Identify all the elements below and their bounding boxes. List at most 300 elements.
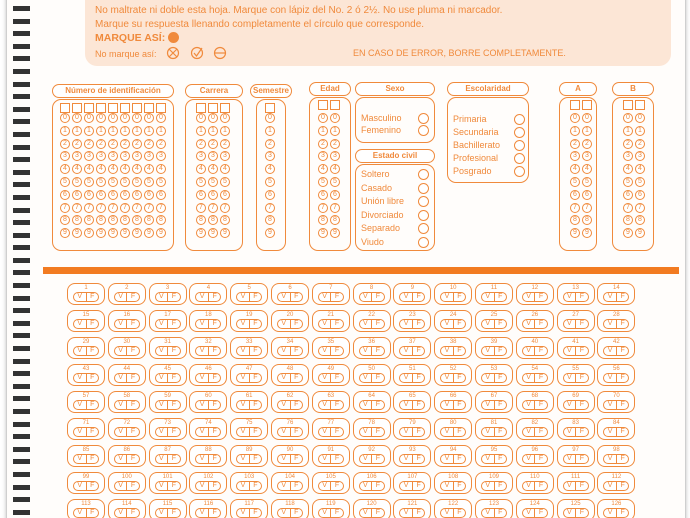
schooling-option-bubble[interactable] [514, 153, 525, 164]
id-digit-bubble[interactable]: 7 [72, 203, 82, 213]
false-bubble[interactable]: F [126, 428, 139, 436]
true-bubble[interactable]: V [322, 455, 327, 462]
true-bubble[interactable]: V [363, 455, 368, 462]
a-digit-bubble[interactable]: 3 [582, 151, 592, 161]
true-bubble[interactable]: V [281, 401, 287, 408]
b-digit-bubble[interactable]: 5 [635, 177, 645, 187]
false-bubble[interactable]: F [616, 428, 629, 436]
true-bubble[interactable]: V [118, 401, 123, 408]
true-bubble[interactable]: V [118, 509, 123, 516]
id-digit-bubble[interactable]: 7 [156, 203, 166, 213]
false-bubble[interactable]: F [616, 293, 629, 301]
b-digit-bubble[interactable]: 1 [623, 126, 633, 136]
true-bubble[interactable]: V [240, 347, 246, 354]
a-digit-bubble[interactable]: 5 [582, 177, 592, 187]
false-bubble[interactable]: F [453, 482, 466, 490]
false-bubble[interactable]: F [290, 509, 303, 517]
a-digit-bubble[interactable]: 8 [570, 215, 580, 225]
id-digit-bubble[interactable]: 6 [108, 190, 118, 200]
b-digit-bubble[interactable]: 0 [623, 113, 633, 123]
false-bubble[interactable]: F [167, 401, 180, 409]
false-bubble[interactable]: F [575, 482, 588, 490]
id-digit-bubble[interactable]: 5 [156, 177, 166, 187]
false-bubble[interactable]: F [494, 455, 507, 463]
id-digit-bubble[interactable]: 8 [96, 215, 106, 225]
true-bubble[interactable]: V [240, 428, 246, 435]
id-digit-bubble[interactable]: 9 [108, 228, 118, 238]
false-bubble[interactable]: F [371, 455, 384, 463]
true-bubble[interactable]: V [607, 509, 613, 516]
false-bubble[interactable]: F [453, 320, 466, 328]
career-digit-bubble[interactable]: 2 [220, 139, 230, 149]
false-bubble[interactable]: F [290, 401, 303, 409]
true-bubble[interactable]: V [240, 482, 246, 489]
true-bubble[interactable]: V [403, 347, 409, 354]
true-bubble[interactable]: V [77, 374, 83, 381]
id-digit-bubble[interactable]: 2 [156, 139, 166, 149]
a-digit-bubble[interactable]: 9 [570, 228, 580, 238]
true-bubble[interactable]: V [567, 347, 572, 354]
false-bubble[interactable]: F [453, 347, 466, 355]
true-bubble[interactable]: V [77, 509, 83, 516]
false-bubble[interactable]: F [208, 320, 221, 328]
false-bubble[interactable]: F [371, 293, 384, 301]
true-bubble[interactable]: V [159, 509, 164, 516]
false-bubble[interactable]: F [126, 293, 139, 301]
true-bubble[interactable]: V [322, 347, 327, 354]
career-digit-bubble[interactable]: 1 [220, 126, 230, 136]
write-in-box[interactable] [265, 103, 275, 113]
id-digit-bubble[interactable]: 9 [156, 228, 166, 238]
id-digit-bubble[interactable]: 2 [120, 139, 130, 149]
semester-digit-bubble[interactable]: 1 [265, 126, 275, 136]
career-digit-bubble[interactable]: 4 [208, 164, 218, 174]
false-bubble[interactable]: F [616, 401, 629, 409]
false-bubble[interactable]: F [330, 455, 343, 463]
true-bubble[interactable]: V [322, 320, 327, 327]
false-bubble[interactable]: F [330, 293, 343, 301]
false-bubble[interactable]: F [575, 455, 588, 463]
false-bubble[interactable]: F [167, 347, 180, 355]
semester-digit-bubble[interactable]: 0 [265, 113, 275, 123]
false-bubble[interactable]: F [249, 374, 262, 382]
true-bubble[interactable]: V [118, 293, 123, 300]
false-bubble[interactable]: F [167, 320, 180, 328]
write-in-box[interactable] [570, 100, 580, 110]
false-bubble[interactable]: F [494, 509, 507, 517]
false-bubble[interactable]: F [412, 455, 425, 463]
b-digit-bubble[interactable]: 1 [635, 126, 645, 136]
write-in-box[interactable] [196, 103, 206, 113]
id-digit-bubble[interactable]: 8 [72, 215, 82, 225]
b-digit-bubble[interactable]: 9 [635, 228, 645, 238]
career-digit-bubble[interactable]: 0 [208, 113, 218, 123]
id-digit-bubble[interactable]: 6 [72, 190, 82, 200]
semester-digit-bubble[interactable]: 2 [265, 139, 275, 149]
false-bubble[interactable]: F [534, 347, 547, 355]
true-bubble[interactable]: V [159, 320, 164, 327]
career-digit-bubble[interactable]: 7 [220, 203, 230, 213]
true-bubble[interactable]: V [485, 320, 491, 327]
false-bubble[interactable]: F [412, 428, 425, 436]
true-bubble[interactable]: V [118, 455, 123, 462]
id-digit-bubble[interactable]: 2 [72, 139, 82, 149]
id-digit-bubble[interactable]: 0 [96, 113, 106, 123]
false-bubble[interactable]: F [126, 347, 139, 355]
id-digit-bubble[interactable]: 4 [84, 164, 94, 174]
a-digit-bubble[interactable]: 0 [570, 113, 580, 123]
false-bubble[interactable]: F [290, 482, 303, 490]
false-bubble[interactable]: F [86, 482, 99, 490]
true-bubble[interactable]: V [281, 347, 287, 354]
id-digit-bubble[interactable]: 3 [120, 151, 130, 161]
true-bubble[interactable]: V [281, 293, 287, 300]
true-bubble[interactable]: V [526, 455, 531, 462]
semester-digit-bubble[interactable]: 7 [265, 203, 275, 213]
write-in-box[interactable] [330, 100, 340, 110]
b-digit-bubble[interactable]: 2 [635, 139, 645, 149]
career-digit-bubble[interactable]: 6 [196, 190, 206, 200]
true-bubble[interactable]: V [118, 482, 123, 489]
true-bubble[interactable]: V [322, 428, 327, 435]
b-digit-bubble[interactable]: 6 [623, 190, 633, 200]
false-bubble[interactable]: F [330, 482, 343, 490]
career-digit-bubble[interactable]: 4 [196, 164, 206, 174]
true-bubble[interactable]: V [567, 320, 572, 327]
id-digit-bubble[interactable]: 6 [96, 190, 106, 200]
false-bubble[interactable]: F [249, 509, 262, 517]
true-bubble[interactable]: V [363, 320, 368, 327]
id-digit-bubble[interactable]: 6 [84, 190, 94, 200]
false-bubble[interactable]: F [330, 509, 343, 517]
id-digit-bubble[interactable]: 5 [96, 177, 106, 187]
true-bubble[interactable]: V [322, 482, 327, 489]
a-digit-bubble[interactable]: 2 [582, 139, 592, 149]
true-bubble[interactable]: V [77, 455, 83, 462]
career-digit-bubble[interactable]: 6 [220, 190, 230, 200]
false-bubble[interactable]: F [86, 455, 99, 463]
true-bubble[interactable]: V [199, 509, 205, 516]
write-in-box[interactable] [318, 100, 328, 110]
a-digit-bubble[interactable]: 6 [570, 190, 580, 200]
true-bubble[interactable]: V [607, 455, 613, 462]
id-digit-bubble[interactable]: 2 [60, 139, 70, 149]
false-bubble[interactable]: F [167, 482, 180, 490]
career-digit-bubble[interactable]: 5 [220, 177, 230, 187]
true-bubble[interactable]: V [485, 401, 491, 408]
true-bubble[interactable]: V [363, 374, 368, 381]
b-digit-bubble[interactable]: 7 [623, 203, 633, 213]
true-bubble[interactable]: V [159, 428, 164, 435]
true-bubble[interactable]: V [444, 482, 450, 489]
false-bubble[interactable]: F [208, 401, 221, 409]
true-bubble[interactable]: V [567, 293, 572, 300]
false-bubble[interactable]: F [86, 428, 99, 436]
true-bubble[interactable]: V [444, 509, 450, 516]
id-digit-bubble[interactable]: 4 [156, 164, 166, 174]
age-digit-bubble[interactable]: 8 [330, 215, 340, 225]
false-bubble[interactable]: F [167, 293, 180, 301]
b-digit-bubble[interactable]: 5 [623, 177, 633, 187]
id-digit-bubble[interactable]: 1 [120, 126, 130, 136]
true-bubble[interactable]: V [240, 455, 246, 462]
true-bubble[interactable]: V [77, 293, 83, 300]
b-digit-bubble[interactable]: 2 [623, 139, 633, 149]
age-digit-bubble[interactable]: 4 [318, 164, 328, 174]
true-bubble[interactable]: V [444, 455, 450, 462]
age-digit-bubble[interactable]: 0 [318, 113, 328, 123]
true-bubble[interactable]: V [199, 320, 205, 327]
write-in-box[interactable] [582, 100, 592, 110]
id-digit-bubble[interactable]: 9 [72, 228, 82, 238]
false-bubble[interactable]: F [534, 482, 547, 490]
false-bubble[interactable]: F [208, 428, 221, 436]
true-bubble[interactable]: V [363, 347, 368, 354]
id-digit-bubble[interactable]: 0 [108, 113, 118, 123]
career-digit-bubble[interactable]: 4 [220, 164, 230, 174]
false-bubble[interactable]: F [616, 347, 629, 355]
false-bubble[interactable]: F [494, 482, 507, 490]
false-bubble[interactable]: F [534, 401, 547, 409]
false-bubble[interactable]: F [575, 347, 588, 355]
false-bubble[interactable]: F [412, 482, 425, 490]
true-bubble[interactable]: V [567, 401, 572, 408]
id-digit-bubble[interactable]: 0 [132, 113, 142, 123]
career-digit-bubble[interactable]: 6 [208, 190, 218, 200]
a-digit-bubble[interactable]: 2 [570, 139, 580, 149]
id-digit-bubble[interactable]: 1 [84, 126, 94, 136]
career-digit-bubble[interactable]: 8 [208, 215, 218, 225]
id-digit-bubble[interactable]: 7 [60, 203, 70, 213]
true-bubble[interactable]: V [322, 401, 327, 408]
false-bubble[interactable]: F [86, 509, 99, 517]
false-bubble[interactable]: F [330, 401, 343, 409]
false-bubble[interactable]: F [290, 428, 303, 436]
false-bubble[interactable]: F [453, 374, 466, 382]
true-bubble[interactable]: V [322, 293, 327, 300]
true-bubble[interactable]: V [199, 374, 205, 381]
id-digit-bubble[interactable]: 8 [84, 215, 94, 225]
career-digit-bubble[interactable]: 7 [196, 203, 206, 213]
a-digit-bubble[interactable]: 9 [582, 228, 592, 238]
true-bubble[interactable]: V [403, 482, 409, 489]
false-bubble[interactable]: F [249, 428, 262, 436]
age-digit-bubble[interactable]: 2 [330, 139, 340, 149]
false-bubble[interactable]: F [86, 320, 99, 328]
id-digit-bubble[interactable]: 4 [96, 164, 106, 174]
true-bubble[interactable]: V [485, 455, 491, 462]
a-digit-bubble[interactable]: 1 [570, 126, 580, 136]
civil-option-bubble[interactable] [418, 169, 429, 180]
true-bubble[interactable]: V [403, 509, 409, 516]
false-bubble[interactable]: F [534, 374, 547, 382]
true-bubble[interactable]: V [444, 347, 450, 354]
age-digit-bubble[interactable]: 4 [330, 164, 340, 174]
id-digit-bubble[interactable]: 4 [72, 164, 82, 174]
false-bubble[interactable]: F [208, 509, 221, 517]
true-bubble[interactable]: V [159, 347, 164, 354]
true-bubble[interactable]: V [159, 482, 164, 489]
true-bubble[interactable]: V [403, 374, 409, 381]
false-bubble[interactable]: F [534, 455, 547, 463]
false-bubble[interactable]: F [494, 347, 507, 355]
career-digit-bubble[interactable]: 0 [220, 113, 230, 123]
id-digit-bubble[interactable]: 5 [120, 177, 130, 187]
false-bubble[interactable]: F [126, 374, 139, 382]
id-digit-bubble[interactable]: 8 [156, 215, 166, 225]
true-bubble[interactable]: V [118, 347, 123, 354]
false-bubble[interactable]: F [208, 455, 221, 463]
civil-option-bubble[interactable] [418, 223, 429, 234]
true-bubble[interactable]: V [485, 482, 491, 489]
true-bubble[interactable]: V [607, 374, 613, 381]
false-bubble[interactable]: F [208, 293, 221, 301]
true-bubble[interactable]: V [607, 320, 613, 327]
false-bubble[interactable]: F [575, 428, 588, 436]
career-digit-bubble[interactable]: 1 [196, 126, 206, 136]
true-bubble[interactable]: V [403, 320, 409, 327]
false-bubble[interactable]: F [494, 401, 507, 409]
false-bubble[interactable]: F [494, 428, 507, 436]
true-bubble[interactable]: V [567, 428, 572, 435]
id-digit-bubble[interactable]: 0 [72, 113, 82, 123]
false-bubble[interactable]: F [249, 320, 262, 328]
false-bubble[interactable]: F [330, 347, 343, 355]
false-bubble[interactable]: F [453, 428, 466, 436]
true-bubble[interactable]: V [403, 428, 409, 435]
id-digit-bubble[interactable]: 6 [120, 190, 130, 200]
false-bubble[interactable]: F [371, 320, 384, 328]
age-digit-bubble[interactable]: 9 [330, 228, 340, 238]
a-digit-bubble[interactable]: 7 [582, 203, 592, 213]
false-bubble[interactable]: F [208, 374, 221, 382]
id-digit-bubble[interactable]: 6 [156, 190, 166, 200]
id-digit-bubble[interactable]: 3 [108, 151, 118, 161]
false-bubble[interactable]: F [167, 374, 180, 382]
id-digit-bubble[interactable]: 7 [120, 203, 130, 213]
false-bubble[interactable]: F [534, 320, 547, 328]
false-bubble[interactable]: F [412, 374, 425, 382]
id-digit-bubble[interactable]: 4 [144, 164, 154, 174]
b-digit-bubble[interactable]: 3 [623, 151, 633, 161]
true-bubble[interactable]: V [403, 455, 409, 462]
false-bubble[interactable]: F [290, 455, 303, 463]
semester-digit-bubble[interactable]: 6 [265, 190, 275, 200]
true-bubble[interactable]: V [567, 482, 572, 489]
false-bubble[interactable]: F [290, 293, 303, 301]
write-in-box[interactable] [84, 103, 94, 113]
id-digit-bubble[interactable]: 9 [84, 228, 94, 238]
false-bubble[interactable]: F [208, 347, 221, 355]
a-digit-bubble[interactable]: 1 [582, 126, 592, 136]
civil-option-bubble[interactable] [418, 237, 429, 248]
career-digit-bubble[interactable]: 2 [196, 139, 206, 149]
id-digit-bubble[interactable]: 1 [96, 126, 106, 136]
id-digit-bubble[interactable]: 5 [144, 177, 154, 187]
id-digit-bubble[interactable]: 3 [132, 151, 142, 161]
age-digit-bubble[interactable]: 1 [318, 126, 328, 136]
true-bubble[interactable]: V [199, 347, 205, 354]
true-bubble[interactable]: V [199, 482, 205, 489]
true-bubble[interactable]: V [159, 455, 164, 462]
career-digit-bubble[interactable]: 8 [220, 215, 230, 225]
write-in-box[interactable] [72, 103, 82, 113]
id-digit-bubble[interactable]: 4 [108, 164, 118, 174]
true-bubble[interactable]: V [363, 293, 368, 300]
false-bubble[interactable]: F [249, 455, 262, 463]
a-digit-bubble[interactable]: 0 [582, 113, 592, 123]
true-bubble[interactable]: V [240, 509, 246, 516]
false-bubble[interactable]: F [208, 482, 221, 490]
id-digit-bubble[interactable]: 0 [60, 113, 70, 123]
false-bubble[interactable]: F [371, 509, 384, 517]
a-digit-bubble[interactable]: 8 [582, 215, 592, 225]
id-digit-bubble[interactable]: 1 [132, 126, 142, 136]
true-bubble[interactable]: V [567, 509, 572, 516]
sex-option-bubble[interactable] [418, 125, 429, 136]
id-digit-bubble[interactable]: 7 [132, 203, 142, 213]
a-digit-bubble[interactable]: 5 [570, 177, 580, 187]
b-digit-bubble[interactable]: 6 [635, 190, 645, 200]
id-digit-bubble[interactable]: 4 [60, 164, 70, 174]
write-in-box[interactable] [60, 103, 70, 113]
id-digit-bubble[interactable]: 0 [156, 113, 166, 123]
false-bubble[interactable]: F [575, 509, 588, 517]
career-digit-bubble[interactable]: 5 [208, 177, 218, 187]
true-bubble[interactable]: V [77, 320, 83, 327]
true-bubble[interactable]: V [199, 401, 205, 408]
true-bubble[interactable]: V [526, 401, 531, 408]
false-bubble[interactable]: F [126, 509, 139, 517]
career-digit-bubble[interactable]: 3 [196, 151, 206, 161]
civil-option-bubble[interactable] [418, 183, 429, 194]
career-digit-bubble[interactable]: 9 [208, 228, 218, 238]
true-bubble[interactable]: V [526, 482, 531, 489]
true-bubble[interactable]: V [240, 293, 246, 300]
true-bubble[interactable]: V [444, 401, 450, 408]
false-bubble[interactable]: F [249, 401, 262, 409]
write-in-box[interactable] [96, 103, 106, 113]
id-digit-bubble[interactable]: 7 [84, 203, 94, 213]
b-digit-bubble[interactable]: 3 [635, 151, 645, 161]
false-bubble[interactable]: F [412, 509, 425, 517]
id-digit-bubble[interactable]: 2 [84, 139, 94, 149]
true-bubble[interactable]: V [281, 428, 287, 435]
id-digit-bubble[interactable]: 0 [120, 113, 130, 123]
false-bubble[interactable]: F [86, 293, 99, 301]
true-bubble[interactable]: V [199, 455, 205, 462]
false-bubble[interactable]: F [534, 293, 547, 301]
career-digit-bubble[interactable]: 5 [196, 177, 206, 187]
true-bubble[interactable]: V [403, 401, 409, 408]
schooling-option-bubble[interactable] [514, 127, 525, 138]
id-digit-bubble[interactable]: 7 [144, 203, 154, 213]
true-bubble[interactable]: V [567, 455, 572, 462]
career-digit-bubble[interactable]: 2 [208, 139, 218, 149]
id-digit-bubble[interactable]: 1 [60, 126, 70, 136]
id-digit-bubble[interactable]: 2 [132, 139, 142, 149]
id-digit-bubble[interactable]: 1 [144, 126, 154, 136]
career-digit-bubble[interactable]: 0 [196, 113, 206, 123]
false-bubble[interactable]: F [167, 428, 180, 436]
id-digit-bubble[interactable]: 4 [132, 164, 142, 174]
false-bubble[interactable]: F [616, 455, 629, 463]
id-digit-bubble[interactable]: 2 [108, 139, 118, 149]
semester-digit-bubble[interactable]: 8 [265, 215, 275, 225]
id-digit-bubble[interactable]: 6 [132, 190, 142, 200]
schooling-option-bubble[interactable] [514, 140, 525, 151]
true-bubble[interactable]: V [199, 293, 205, 300]
